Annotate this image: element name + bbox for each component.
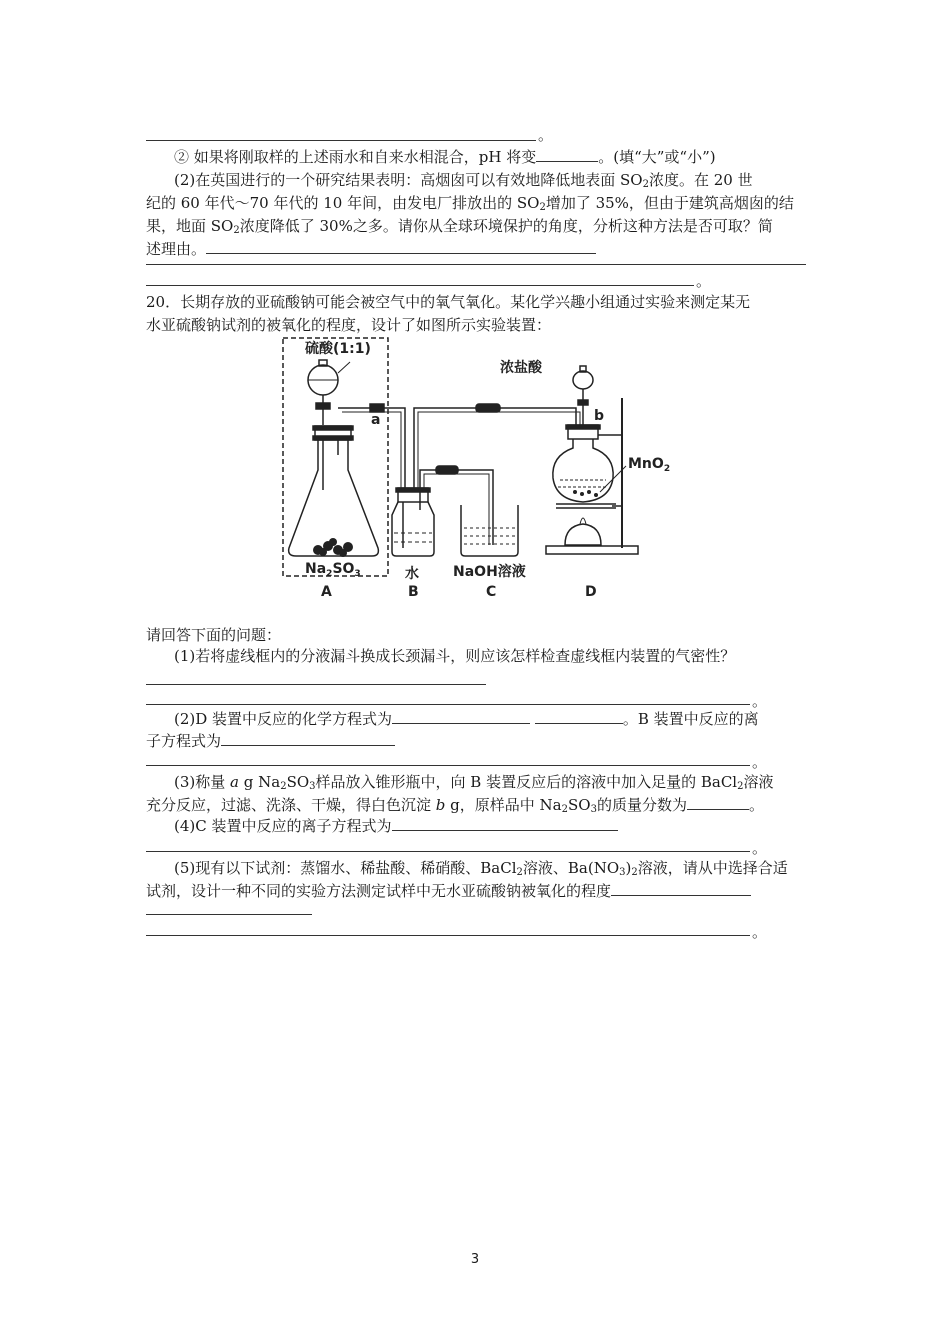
mno2-solid (573, 490, 598, 497)
answer-blank[interactable] (687, 795, 749, 810)
dropping-funnel-d (573, 371, 593, 389)
sentence-end: 。 (696, 272, 712, 290)
subquestion-4: (4)C 装置中反应的离子方程式为 (174, 815, 618, 837)
caption-C: C (486, 584, 497, 600)
question-20-line: 水亚硫酸钠试剂的被氧化的程度，设计了如图所示实验装置： (146, 316, 552, 334)
caption-D: D (585, 584, 597, 600)
question-line: 果，地面 $SO_2$浓度降低了 30%之多。请你从全球环境保护的角度，分析这种方法是否可取？简 (146, 217, 773, 236)
conc-hcl-label: 浓盐酸 (500, 360, 542, 376)
answer-blank[interactable] (146, 684, 486, 685)
subquestion-5: (5)现有以下试剂：蒸馏水、稀盐酸、稀硝酸、BaCl$_2$溶液、$Ba(NO_3)_2$溶液，请从中选择合适 (174, 859, 788, 878)
na2so3-label: $Na_2SO_3$ (305, 561, 361, 579)
answer-blank[interactable] (611, 881, 751, 896)
naoh-label: NaOH溶液 (453, 564, 526, 580)
question-line: ② 如果将刚取样的上述雨水和自来水相混合，pH 将变 。(填“大”或“小”) (174, 148, 716, 166)
subquestion-2: (2)D 装置中反应的化学方程式为 。B 装置中反应的离 (174, 710, 759, 728)
question-line: 纪的 60 年代～70 年代的 10 年间，由发电厂排放出的 $SO_2$增加了 35%，但由于建筑高烟囱的结 (146, 194, 794, 213)
question-line: 述理由。 (146, 238, 596, 260)
caption-B: B (408, 584, 419, 600)
mno2-label: MnO$_2$ (628, 456, 671, 474)
answer-blank[interactable] (392, 709, 530, 724)
answer-blank[interactable] (146, 704, 750, 705)
subquestion-3: 充分反应，过滤、洗涤、干燥，得白色沉淀 b g，原样品中 $Na_2SO_3$的质量分数为 。 (146, 796, 764, 815)
answer-blank[interactable] (146, 264, 806, 265)
answer-blank[interactable] (536, 147, 598, 162)
clip-label-a: a (371, 412, 381, 428)
apparatus-figure (0, 330, 950, 600)
subquestion-2: 子方程式为 (146, 730, 395, 752)
answer-blank[interactable] (146, 285, 694, 286)
answer-blank[interactable] (392, 816, 618, 831)
wash-bottle-b (392, 502, 434, 556)
sentence-end: 。 (538, 126, 554, 144)
answer-blank[interactable] (146, 935, 750, 936)
sentence-end: 。 (752, 839, 768, 857)
clip-label-b: b (594, 408, 605, 424)
sulfuric-acid-label: 硫酸(1:1) (305, 341, 371, 357)
sentence-end: 。 (752, 923, 768, 941)
stand-base (546, 546, 638, 554)
question-line: (2)在英国进行的一个研究结果表明：高烟囱可以有效地降低地表面 $SO_2$浓度。在 20 世 (174, 171, 753, 190)
subquestion-1: (1)若将虚线框内的分液漏斗换成长颈漏斗，则应该怎样检查虚线框内装置的气密性？ (174, 647, 736, 665)
question-20-line: 20．长期存放的亚硫酸钠可能会被空气中的氧气氧化。某化学兴趣小组通过实验来测定某无 (146, 293, 751, 311)
caption-A: A (321, 584, 332, 600)
water-label: 水 (405, 566, 419, 582)
page-number: 3 (470, 1252, 480, 1267)
sentence-end: 。 (752, 753, 768, 771)
subquestion-5: 试剂，设计一种不同的实验方法测定试样中无水亚硫酸钠被氧化的程度 (146, 880, 751, 902)
tube-d-b (414, 408, 576, 490)
na2so3-solid (313, 538, 353, 557)
answer-blank[interactable] (146, 765, 750, 766)
answer-blank[interactable] (146, 851, 750, 852)
alcohol-lamp (565, 524, 601, 545)
subquestion-3: (3)称量 a g $Na_2SO_3$样品放入锥形瓶中，向 B 装置反应后的溶液中加入足量的 BaCl$_2$溶液 (174, 773, 774, 792)
answer-blank[interactable] (146, 140, 536, 141)
answer-blank[interactable] (206, 239, 596, 254)
answer-blank[interactable] (146, 914, 312, 915)
instruction: 请回答下面的问题： (146, 626, 282, 644)
answer-blank[interactable] (221, 731, 395, 746)
sentence-end: 。 (752, 692, 768, 710)
answer-blank[interactable] (535, 709, 623, 724)
